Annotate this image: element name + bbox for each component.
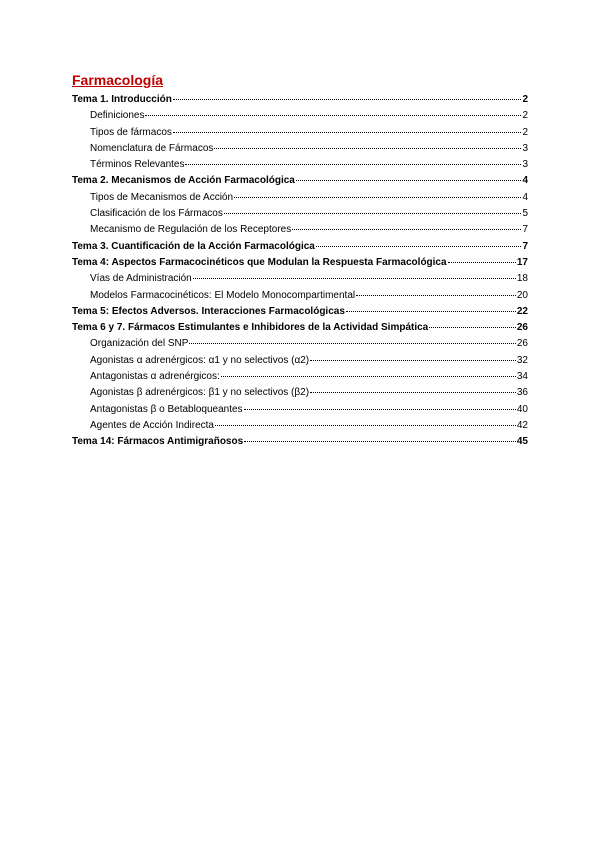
toc-entry-label: Tema 4: Aspectos Farmacocinéticos que Modulan la Respuesta Farmacológica: [72, 256, 447, 268]
toc-entry-page-number: 34: [516, 371, 528, 383]
toc-dot-leader: [193, 278, 516, 279]
toc-section-entry[interactable]: [72, 125, 528, 141]
toc-section-entry[interactable]: [72, 108, 528, 124]
toc-dot-leader: [292, 229, 521, 230]
toc-entry-page-number: 5: [522, 208, 528, 220]
toc-entry-page-number: 18: [516, 273, 528, 285]
toc-entry-label: Definiciones: [90, 110, 145, 122]
toc-dot-leader: [189, 343, 515, 344]
toc-entry-page-number: 32: [516, 354, 528, 366]
toc-entry-page-number: 36: [516, 387, 528, 399]
toc-section-entry[interactable]: [72, 288, 528, 304]
toc-entry-label: Tipos de fármacos: [90, 126, 172, 138]
toc-entry-page-number: 45: [516, 436, 528, 448]
toc-entry-label: Modelos Farmacocinéticos: El Modelo Monocompartimental: [90, 289, 356, 301]
toc-dot-leader: [356, 295, 516, 296]
toc-dot-leader: [173, 132, 522, 133]
toc-entry-page-number: 7: [522, 240, 528, 252]
toc-entry-label: Agonistas β adrenérgicos: β1 y no selectivos (β2): [90, 387, 310, 399]
toc-entry-page-number: 3: [522, 142, 528, 154]
toc-entry-page-number: 17: [516, 256, 528, 268]
toc-entry-label: Agonistas α adrenérgicos: α1 y no selectivos (α2): [90, 354, 310, 366]
toc-section-entry[interactable]: [72, 141, 528, 157]
toc-section-entry[interactable]: [72, 369, 528, 385]
toc-entry-label: Vías de Administración: [90, 273, 192, 285]
toc-dot-leader: [221, 376, 516, 377]
toc-entry-page-number: 20: [516, 289, 528, 301]
toc-entry-page-number: 2: [522, 94, 528, 105]
toc-section-entry[interactable]: [72, 336, 528, 352]
toc-section-entry[interactable]: [72, 206, 528, 222]
toc-dot-leader: [310, 360, 516, 361]
toc-chapter-entry[interactable]: [72, 173, 528, 189]
toc-entry-label: Tema 1. Introducción: [72, 94, 172, 105]
toc-section-entry[interactable]: [72, 402, 528, 418]
toc-entry-label: Clasificación de los Fármacos: [90, 208, 223, 220]
toc-section-entry[interactable]: [72, 385, 528, 401]
toc-section-entry[interactable]: [72, 353, 528, 369]
toc-entry-label: Mecanismo de Regulación de los Receptores: [90, 224, 292, 236]
toc-dot-leader: [429, 327, 516, 328]
toc-chapter-entry[interactable]: [72, 304, 528, 320]
toc-chapter-entry[interactable]: [72, 434, 528, 450]
toc-entry-label: Agentes de Acción Indirecta: [90, 419, 214, 431]
toc-entry-page-number: 2: [522, 110, 528, 122]
toc-entry-page-number: 26: [516, 338, 528, 350]
toc-entry-page-number: 4: [522, 175, 528, 187]
toc-entry-page-number: 42: [516, 419, 528, 431]
toc-entry-page-number: 22: [516, 305, 528, 317]
toc-entry-page-number: 26: [516, 322, 528, 334]
toc-entry-page-number: 3: [522, 159, 528, 171]
toc-dot-leader: [214, 148, 521, 149]
toc-dot-leader: [244, 441, 516, 442]
toc-dot-leader: [310, 392, 516, 393]
toc-dot-leader: [296, 180, 522, 181]
toc-dot-leader: [346, 311, 516, 312]
toc-entry-label: Tema 3. Cuantificación de la Acción Farmacológica: [72, 240, 315, 252]
toc-chapter-entry[interactable]: [72, 92, 528, 108]
toc-entry-label: Tema 6 y 7. Fármacos Estimulantes e Inhibidores de la Actividad Simpática: [72, 322, 429, 334]
document-title: Farmacología: [72, 72, 164, 88]
toc-section-entry[interactable]: [72, 418, 528, 434]
toc-section-entry[interactable]: [72, 222, 528, 238]
toc-entry-label: Tema 14: Fármacos Antimigrañosos: [72, 436, 244, 448]
toc-dot-leader: [185, 164, 521, 165]
toc-entry-label: Antagonistas β o Betabloqueantes: [90, 403, 243, 415]
toc-entry-label: Nomenclatura de Fármacos: [90, 142, 214, 154]
toc-entry-label: Organización del SNP: [90, 338, 189, 350]
toc-section-entry[interactable]: [72, 271, 528, 287]
toc-dot-leader: [145, 115, 521, 116]
toc-entry-label: Antagonistas α adrenérgicos:: [90, 371, 220, 383]
toc-dot-leader: [234, 197, 521, 198]
toc-chapter-entry[interactable]: [72, 239, 528, 255]
toc-entry-page-number: 7: [522, 224, 528, 236]
toc-chapter-entry[interactable]: [72, 255, 528, 271]
toc-entry-label: Tema 5: Efectos Adversos. Interacciones Farmacológicas: [72, 305, 345, 317]
toc-entry-page-number: 40: [516, 403, 528, 415]
toc-section-entry[interactable]: [72, 190, 528, 206]
toc-chapter-entry[interactable]: [72, 320, 528, 336]
toc-entry-page-number: 2: [522, 126, 528, 138]
toc-dot-leader: [244, 409, 516, 410]
toc-dot-leader: [316, 246, 522, 247]
toc-entry-page-number: 4: [522, 191, 528, 203]
toc-dot-leader: [215, 425, 516, 426]
toc-dot-leader: [448, 262, 516, 263]
toc-entry-label: Términos Relevantes: [90, 159, 185, 171]
toc-section-entry[interactable]: [72, 157, 528, 173]
table-of-contents: [72, 92, 528, 451]
toc-dot-leader: [173, 99, 522, 100]
toc-entry-label: Tema 2. Mecanismos de Acción Farmacológica: [72, 175, 295, 187]
toc-dot-leader: [224, 213, 522, 214]
toc-entry-label: Tipos de Mecanismos de Acción: [90, 191, 234, 203]
